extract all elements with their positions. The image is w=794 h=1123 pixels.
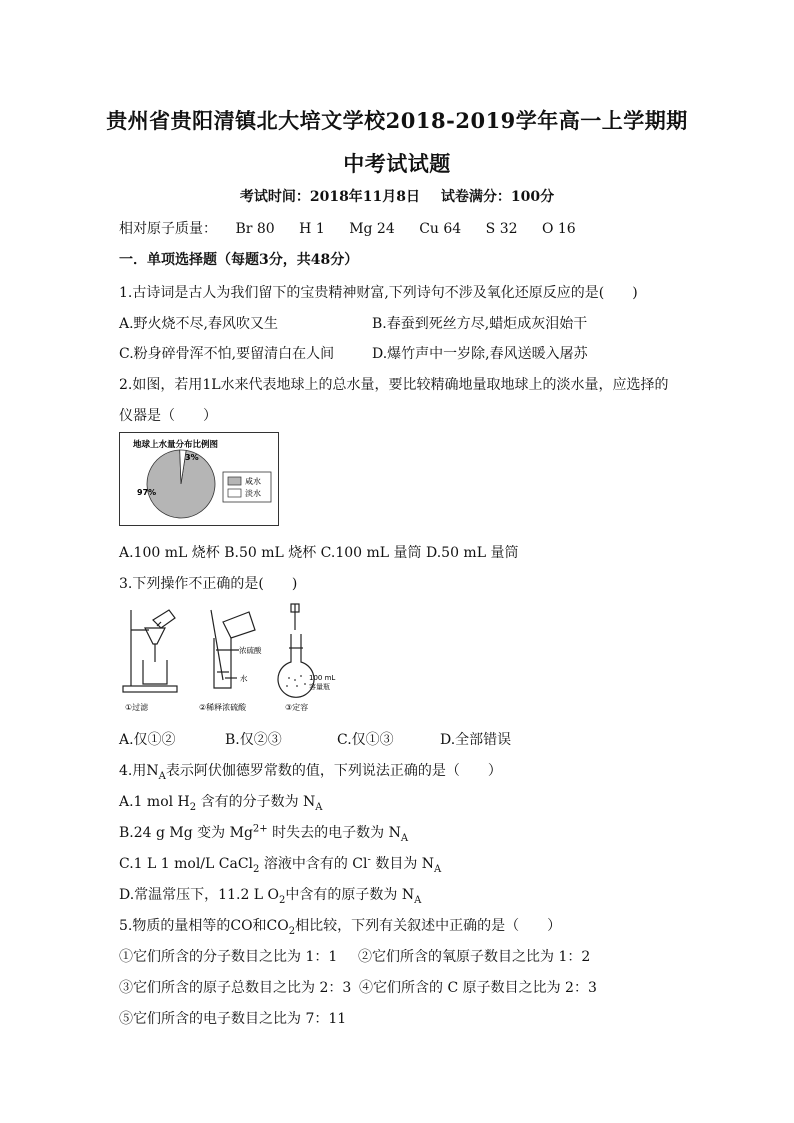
water-label: 水 <box>240 674 248 683</box>
q3-option-b: B.仅②③ <box>225 732 282 748</box>
q5-stem <box>119 915 561 937</box>
q4-c-sub2: A <box>434 863 442 875</box>
pie-chart-svg <box>119 432 279 526</box>
q3-option-a: A.仅①② <box>119 732 176 748</box>
q1-option-a: A.野火烧不尽,春风吹又生 <box>119 316 279 332</box>
label-salt-percent: 97% <box>137 488 157 497</box>
flask-volume-label: 100 mL <box>309 674 336 682</box>
legend-label-fresh: 淡水 <box>245 489 261 498</box>
q2-stem-line1: 2.如图，若用1L水来代表地球上的总水量，要比较精确地量取地球上的淡水量，应选择的 <box>119 377 669 393</box>
q4-a-sub: 2 <box>189 801 197 813</box>
q4-d-text: D.常温常压下，11.2 L O <box>119 887 280 903</box>
q4-option-c <box>119 853 441 875</box>
q4-c-sup: - <box>367 854 371 866</box>
q4-option-b <box>119 822 408 844</box>
q4-c-text3: 数目为 N <box>370 856 435 872</box>
q4-stem-sub: A <box>158 770 166 782</box>
q4-c-text2: 溶液中含有的 Cl <box>259 856 368 872</box>
q3-option-c: C.仅①③ <box>337 732 394 748</box>
lab-figure-svg <box>119 600 349 716</box>
q3-option-d: D.全部错误 <box>440 732 512 748</box>
q4-d-sub2: A <box>414 894 422 906</box>
atomic-mass-item: Mg 24 <box>349 221 395 237</box>
figure-caption-1: ①过滤 <box>125 703 149 712</box>
q5-stem-text-post: 相比较，下列有关叙述中正确的是（ ） <box>295 918 562 934</box>
atomic-mass-label: 相对原子质量： <box>119 221 217 237</box>
q4-option-d <box>119 884 421 906</box>
atomic-mass-item: H 1 <box>299 221 325 237</box>
exam-title-line2: 中考试试题 <box>343 151 451 176</box>
chart-title: 地球上水量分布比例图 <box>133 440 219 450</box>
q4-b-sub: A <box>400 832 409 844</box>
q5-statement-2: ②它们所含的氧原子数目之比为 1：2 <box>358 949 591 965</box>
q1-option-c: C.粉身碎骨浑不怕,要留清白在人间 <box>119 346 335 362</box>
section-heading: 一．单项选择题（每题3分，共48分） <box>119 252 359 268</box>
q4-stem <box>119 760 502 782</box>
full-score: 试卷满分：100分 <box>440 189 555 205</box>
flask-liquid-dots <box>286 675 306 687</box>
q2-stem-line2: 仪器是（ ） <box>119 408 217 424</box>
figure-caption-2: ②稀释浓硫酸 <box>199 703 247 712</box>
q4-d-sub: 2 <box>279 894 286 906</box>
flask-name-label: 容量瓶 <box>309 683 330 691</box>
atomic-mass-item: Br 80 <box>235 221 275 237</box>
q4-c-sub: 2 <box>253 863 260 875</box>
q2-options: A.100 mL 烧杯 B.50 mL 烧杯 C.100 mL 量筒 D.50 mL 量筒 <box>119 545 519 561</box>
pie-slices <box>147 450 215 518</box>
exam-title-line1: 贵州省贵阳清镇北大培文学校2018-2019学年高一上学期期 <box>106 108 688 133</box>
atomic-mass-item: O 16 <box>541 221 576 237</box>
exam-time: 考试时间：2018年11月8日 <box>239 189 421 205</box>
atomic-mass-item: Cu 64 <box>419 221 462 237</box>
legend-swatch-fresh <box>228 489 241 497</box>
q4-a-text: A.1 mol H <box>119 794 190 810</box>
q3-stem: 3.下列操作不正确的是( ) <box>119 576 298 592</box>
atomic-mass-item: S 32 <box>485 221 518 237</box>
q1-stem: 1.古诗词是古人为我们留下的宝贵精神财富,下列诗句不涉及氧化还原反应的是( ) <box>119 285 638 301</box>
q4-a-text2: 含有的分子数为 N <box>196 794 316 810</box>
q4-b-text: B.24 g Mg 变为 Mg <box>119 825 253 841</box>
water-distribution-chart <box>119 432 279 526</box>
q4-option-a <box>119 791 323 813</box>
q4-b-text2: 时失去的电子数为 N <box>267 825 401 841</box>
q5-statement-1: ①它们所含的分子数目之比为 1：1 <box>119 949 338 965</box>
q5-stem-text: 5.物质的量相等的CO和CO <box>119 918 289 934</box>
acid-label: 浓硫酸 <box>239 646 262 655</box>
figure-caption-3: ③定容 <box>285 703 309 712</box>
legend-swatch-salt <box>228 477 241 485</box>
q4-a-sub2: A <box>315 801 323 813</box>
filtration-apparatus-icon <box>123 610 177 692</box>
q5-statement-4: ④它们所含的 C 原子数目之比为 2：3 <box>359 980 597 996</box>
q5-statement-3: ③它们所含的原子总数目之比为 2：3 <box>119 980 352 996</box>
q4-c-text: C.1 L 1 mol/L CaCl <box>119 856 254 872</box>
legend-label-salt: 咸水 <box>245 477 261 486</box>
q1-option-b: B.春蚕到死丝方尽,蜡炬成灰泪始干 <box>372 316 588 332</box>
atomic-mass-line <box>119 218 596 238</box>
label-fresh-percent: 3% <box>185 453 199 462</box>
q1-option-d: D.爆竹声中一岁除,春风送暖入屠苏 <box>372 346 588 362</box>
q5-statement-5: ⑤它们所含的电子数目之比为 7：11 <box>119 1011 347 1027</box>
q4-stem-text: 4.用N <box>119 763 159 779</box>
q4-b-sup: 2+ <box>252 823 268 835</box>
q4-stem-text-post: 表示阿伏伽德罗常数的值，下列说法正确的是（ ） <box>165 763 502 779</box>
q5-stem-sub: 2 <box>288 925 296 937</box>
exam-info <box>0 186 794 206</box>
lab-operations-figure <box>119 600 349 716</box>
q4-d-text2: 中含有的原子数为 N <box>285 887 415 903</box>
